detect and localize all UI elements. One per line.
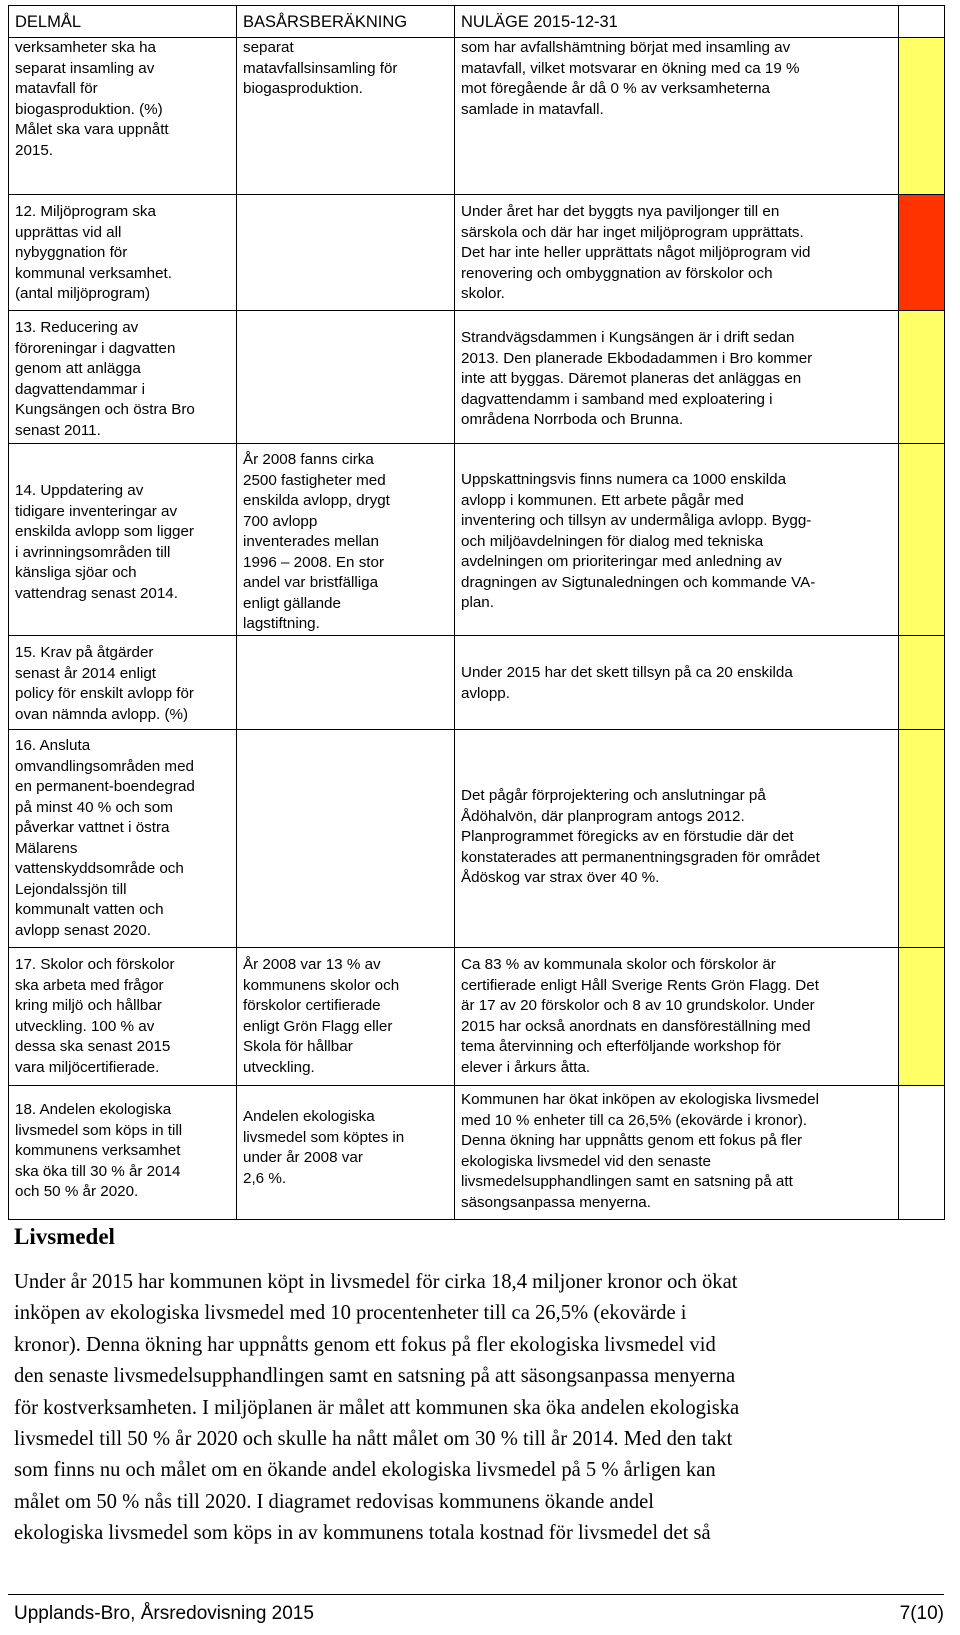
footer-publication: Upplands-Bro, Årsredovisning 2015 (14, 1603, 314, 1624)
table-row (9, 1086, 945, 1220)
status-indicator-yellow (899, 636, 945, 730)
table-row (9, 38, 945, 195)
goal-cell: 16. Ansluta omvandlingsområden med en permanent-boendegrad på minst 40 % och som påverkar vattnet i östra Mälarens vattenskyddsområde och Lejondalssjön till kommunalt vatten och avlopp senast 2020. (9, 730, 237, 948)
status-text-cell: som har avfallshämtning börjat med insamling av matavfall, vilket motsvarar en ökning med ca 19 % mot föregående år då 0 % av verksamheterna samlade in matavfall. (455, 38, 899, 195)
status-text-cell: Ca 83 % av kommunala skolor och förskolor är certifierade enligt Håll Sverige Rents Grön Flagg. Det är 17 av 20 förskolor och 8 av 10 grundskolor. Under 2015 har också anordnats en dansföreställning med tema återvinning och efterföljande workshop för elever i årkurs åtta. (455, 948, 899, 1086)
goals-table (8, 5, 945, 1220)
goal-cell: 13. Reducering av föroreningar i dagvatten genom att anlägga dagvattendammar i Kungsängen och östra Bro senast 2011. (9, 311, 237, 444)
status-indicator-red (899, 195, 945, 311)
table-row (9, 311, 945, 444)
table-header-row (9, 6, 945, 38)
status-indicator-yellow (899, 730, 945, 948)
base-cell: År 2008 fanns cirka 2500 fastigheter med enskilda avlopp, drygt 700 avlopp inventerades mellan 1996 – 2008. En stor andel var bristfälliga enligt gällande lagstiftning. (237, 444, 455, 636)
goal-cell: 15. Krav på åtgärder senast år 2014 enligt policy för enskilt avlopp för ovan nämnda avlopp. (%) (9, 636, 237, 730)
status-indicator-yellow (899, 311, 945, 444)
base-cell (237, 730, 455, 948)
table-row (9, 444, 945, 636)
goal-cell: verksamheter ska ha separat insamling av matavfall för biogasproduktion. (%) Målet ska vara uppnått 2015. (9, 38, 237, 195)
table-row (9, 636, 945, 730)
section-body: Under år 2015 har kommunen köpt in livsmedel för cirka 18,4 miljoner kronor och ökat inköpen av ekologiska livsmedel med 10 procentenheter till ca 26,5% (ekovärde i kronor). Denna ökning har uppnåtts genom ett fokus på fler ekologiska livsmedel vid den senaste livsmedelsupphandlingen samt en satsning på att säsongsanpassa menyerna för kostverksamheten. I miljöplanen är målet att kommunen ska öka andelen ekologiska livsmedel till 50 % år 2020 och skulle ha nått målet om 30 % till år 2014. Med den takt som finns nu och målet om en ökande andel ekologiska livsmedel på 5 % årligen kan målet om 50 % nås till 2020. I diagramet redovisas kommunens ökande andel ekologiska livsmedel som köps in av kommunens totala kostnad för livsmedel det så (14, 1271, 740, 1545)
goal-cell: 17. Skolor och förskolor ska arbeta med frågor kring miljö och hållbar utveckling. 100 % av dessa ska senast 2015 vara miljöcertifierade. (9, 948, 237, 1086)
base-cell (237, 311, 455, 444)
header-nulage: NULÄGE 2015-12-31 (455, 6, 899, 38)
header-delmal: DELMÅL (9, 6, 237, 38)
section-title: Livsmedel (14, 1224, 115, 1249)
base-cell (237, 195, 455, 311)
footer-page-number: 7(10) (899, 1603, 944, 1624)
status-text-cell: Uppskattningsvis finns numera ca 1000 enskilda avlopp i kommunen. Ett arbete pågår med inventering och tillsyn av undermåliga avlopp. Bygg- och miljöavdelningen för dialog med tekniska avdelningen om prioriteringar med anledning av dragningen av Sigtunaledningen och kommande VA- plan. (455, 444, 899, 636)
goal-cell: 18. Andelen ekologiska livsmedel som köps in till kommunens verksamhet ska öka till 30 % år 2014 och 50 % år 2020. (9, 1086, 237, 1220)
status-text-cell: Kommunen har ökat inköpen av ekologiska livsmedel med 10 % enheter till ca 26,5% (ekovärde i kronor). Denna ökning har uppnåtts genom ett fokus på fler ekologiska livsmedel vid den senaste livsmedelsupphandlingen samt en satsning på att säsongsanpassa menyerna. (455, 1086, 899, 1220)
header-status (899, 6, 945, 38)
table-row (9, 730, 945, 948)
status-indicator-yellow (899, 38, 945, 195)
table-row (9, 948, 945, 1086)
page-footer (8, 1594, 944, 1631)
base-cell: separat matavfallsinsamling för biogasproduktion. (237, 38, 455, 195)
goal-cell: 12. Miljöprogram ska upprättas vid all nybyggnation för kommunal verksamhet. (antal miljöprogram) (9, 195, 237, 311)
status-text-cell: Strandvägsdammen i Kungsängen är i drift sedan 2013. Den planerade Ekbodadammen i Bro kommer inte att byggas. Däremot planeras det anläggas en dagvattendamm i samband med exploatering i områdena Norrboda och Brunna. (455, 311, 899, 444)
status-text-cell: Det pågår förprojektering och anslutningar på Ådöhalvön, där planprogram antogs 2012. Planprogrammet föregicks av en förstudie där det konstaterades att permanentningsgraden för området Ådöskog var strax över 40 %. (455, 730, 899, 948)
base-cell: År 2008 var 13 % av kommunens skolor och förskolor certifierade enligt Grön Flagg eller Skola för hållbar utveckling. (237, 948, 455, 1086)
status-text-cell: Under året har det byggts nya paviljonger till en särskola och där har inget miljöprogram upprättats. Det har inte heller upprättats något miljöprogram vid renovering och ombyggnation av förskolor och skolor. (455, 195, 899, 311)
status-text-cell: Under 2015 har det skett tillsyn på ca 20 enskilda avlopp. (455, 636, 899, 730)
goal-cell: 14. Uppdatering av tidigare inventeringar av enskilda avlopp som ligger i avrinningsområden till känsliga sjöar och vattendrag senast 2014. (9, 444, 237, 636)
base-cell: Andelen ekologiska livsmedel som köptes in under år 2008 var 2,6 %. (237, 1086, 455, 1220)
table-row (9, 195, 945, 311)
status-indicator-yellow (899, 444, 945, 636)
base-cell (237, 636, 455, 730)
status-indicator-yellow (899, 948, 945, 1086)
header-basarsberakning: BASÅRSBERÄKNING (237, 6, 455, 38)
status-indicator-empty (899, 1086, 945, 1220)
